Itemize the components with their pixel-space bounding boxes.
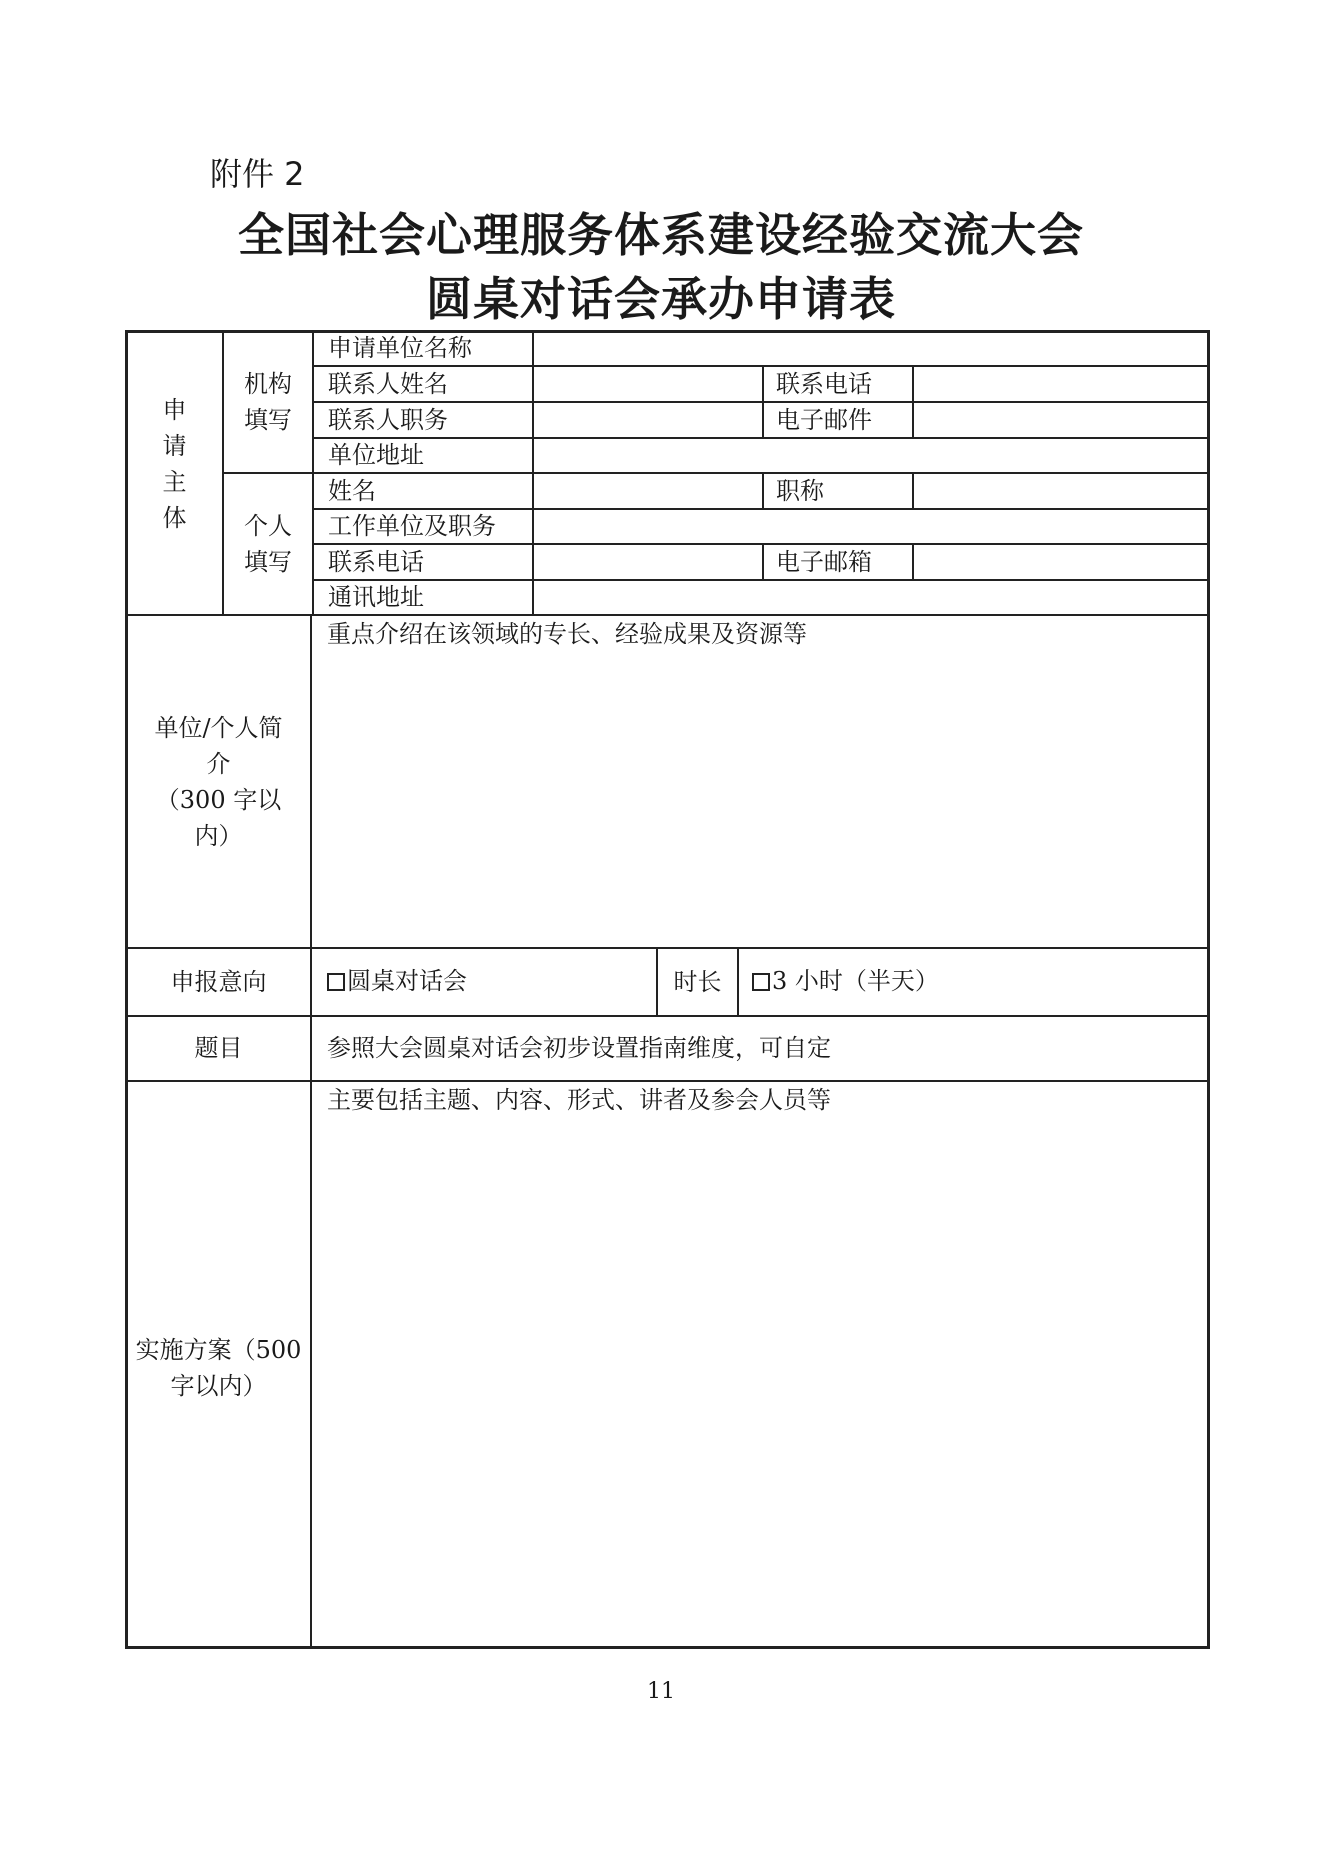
table-border-top	[125, 330, 1210, 333]
duration-option-label: 3 小时（半天）	[772, 967, 939, 995]
intent-option	[327, 966, 467, 996]
attachment-label: 附件 2	[210, 155, 305, 193]
field-label-person-email: 电子邮箱	[776, 548, 872, 576]
page-title-line-2: 圆桌对话会承办申请表	[426, 272, 896, 326]
page-title-line-1: 全国社会心理服务体系建设经验交流大会	[238, 208, 1084, 262]
field-label-email: 电子邮件	[776, 406, 872, 434]
topic-label: 题目	[194, 1034, 243, 1062]
field-label-workplace: 工作单位及职务	[328, 512, 496, 540]
field-label-title: 职称	[776, 477, 824, 505]
intro-label-line: 介	[206, 750, 231, 778]
applicant-label-char: 请	[162, 432, 187, 460]
section-line-intro	[125, 614, 1209, 616]
page-number: 11	[647, 1679, 675, 1704]
duration-label: 时长	[673, 968, 722, 996]
table-border-bottom	[125, 1646, 1210, 1649]
row-line	[222, 472, 1209, 474]
applicant-label-char: 申	[162, 396, 187, 424]
plan-label-line: 字以内）	[170, 1372, 267, 1400]
section-line-topic	[125, 1015, 1209, 1017]
divider-right-label-left-3	[762, 544, 764, 580]
applicant-label	[127, 392, 222, 536]
plan-hint: 主要包括主题、内容、形式、讲者及参会人员等	[327, 1086, 831, 1114]
topic-hint: 参照大会圆桌对话会初步设置指南维度，可自定	[327, 1034, 831, 1062]
divider-right-label-left-2	[762, 473, 764, 509]
intro-hint: 重点介绍在该领域的专长、经验成果及资源等	[327, 620, 807, 648]
field-label-contact-phone: 联系电话	[776, 370, 872, 398]
table-border-right	[1207, 330, 1210, 1648]
divider-duration-right	[737, 947, 739, 1016]
section-line-intent	[125, 947, 1209, 949]
plan-label-line: 实施方案（500	[135, 1336, 302, 1364]
duration-option	[752, 966, 939, 996]
intro-label-line: 内）	[194, 822, 243, 850]
row-line	[312, 437, 1209, 439]
org-group-label-line: 填写	[244, 406, 292, 434]
person-group-label-line: 个人	[244, 512, 292, 540]
divider-right-label-right-3	[912, 544, 914, 580]
row-line	[312, 365, 1209, 367]
applicant-label-char: 体	[162, 504, 187, 532]
half-day-checkbox[interactable]	[752, 973, 770, 991]
field-label-mail-address: 通讯地址	[328, 583, 424, 611]
field-label-name: 姓名	[328, 477, 376, 505]
field-label-address: 单位地址	[328, 441, 424, 469]
org-group-label	[224, 366, 312, 438]
person-group-label-line: 填写	[244, 548, 292, 576]
round-table-checkbox[interactable]	[327, 973, 345, 991]
person-group-label	[224, 508, 312, 580]
field-label-phone: 联系电话	[328, 548, 424, 576]
divider-right-label-right-2	[912, 473, 914, 509]
section-line-plan	[125, 1080, 1209, 1082]
divider-lower-label-col	[310, 614, 312, 1647]
intro-label-line: 单位/个人简	[154, 714, 283, 742]
intent-label: 申报意向	[170, 968, 267, 996]
row-line	[312, 543, 1209, 545]
applicant-label-char: 主	[162, 468, 187, 496]
intro-label-line: （300 字以	[155, 786, 282, 814]
field-label-contact-title: 联系人职务	[328, 406, 448, 434]
row-line	[312, 508, 1209, 510]
intro-label	[127, 710, 310, 854]
field-label-contact-name: 联系人姓名	[328, 370, 448, 398]
plan-label	[127, 1332, 310, 1404]
org-group-label-line: 机构	[244, 370, 292, 398]
row-line	[312, 579, 1209, 581]
field-label-unit-name: 申请单位名称	[328, 334, 472, 362]
intent-option-label: 圆桌对话会	[347, 967, 467, 995]
row-line	[312, 401, 1209, 403]
